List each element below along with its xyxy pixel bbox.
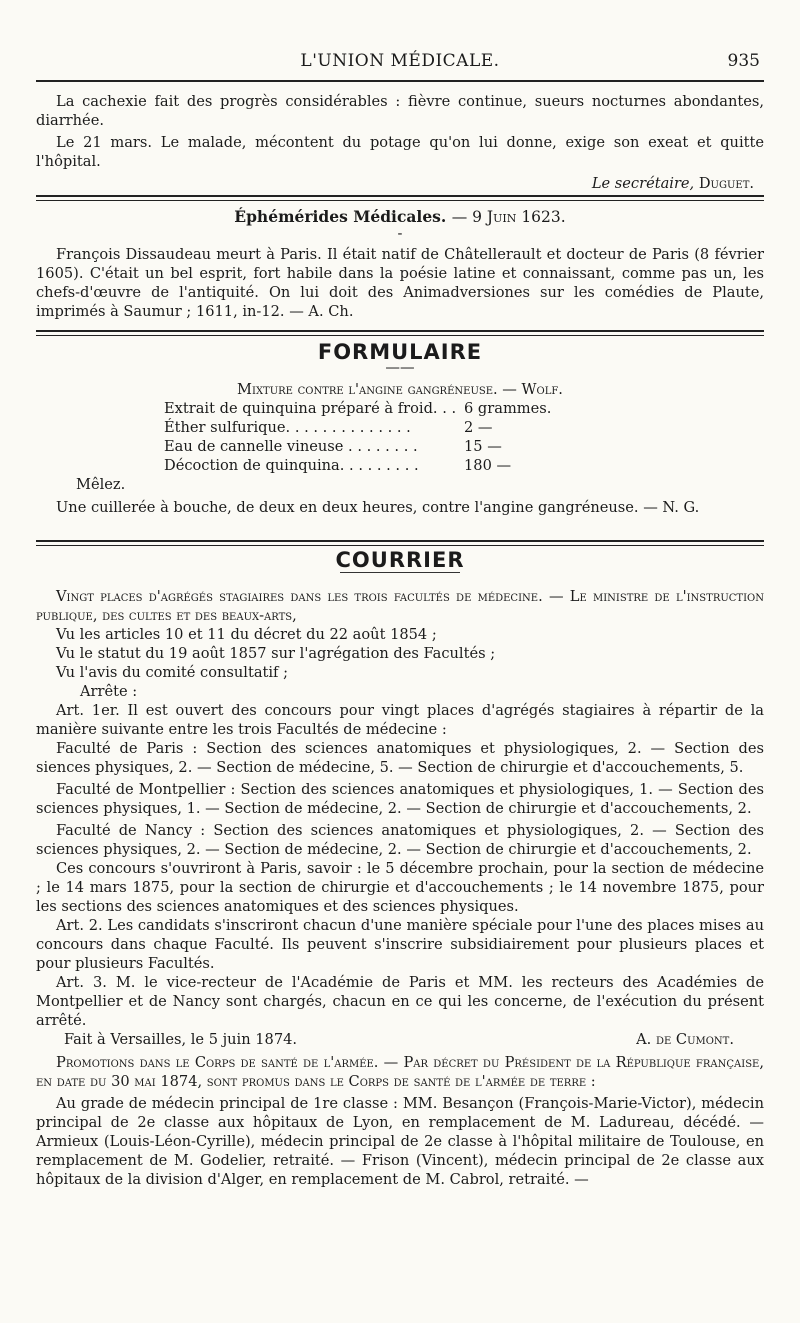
section-rule: [36, 330, 764, 336]
intro-paragraph: La cachexie fait des progrès considérables : fièvre continue, sueurs nocturnes abondantes, diarrhée.: [36, 93, 764, 129]
courrier-section: [36, 548, 764, 1189]
running-header: [36, 52, 764, 74]
journal-title: L'UNION MÉDICALE.: [300, 51, 500, 71]
ingredient-name: Eau de cannelle vineuse . . . . . . . .: [164, 438, 418, 455]
courrier-paragraph: Vu l'avis du comité consultatif ;: [56, 664, 289, 681]
courrier-paragraph: Faculté de Paris : Section des sciences anatomiques et physiologiques, 2. — Section des siences physiques, 2. — Section de médecine, 5. — Section de chirurgie et d'accouchements, 5.: [36, 740, 764, 776]
ephemerides-title: Éphémérides Médicales.: [234, 207, 447, 226]
courrier-paragraph: Faculté de Montpellier : Section des sciences anatomiques et physiologiques, 1. — Section des sciences physiques, 1. — Section de médecine, 2. — Section de chirurgie et d'accouchements, 2.: [36, 781, 764, 817]
prescription-item: [164, 437, 584, 456]
formulaire-title: FORMULAIRE: [317, 340, 483, 364]
prescription-item: [164, 456, 584, 475]
courrier-paragraph: Faculté de Nancy : Section des sciences anatomiques et physiologiques, 2. — Section des sciences physiques, 2. — Section de médecine, 2. — Section de chirurgie et d'accouchements, 2.: [36, 822, 764, 858]
courrier-paragraph: Art. 3. M. le vice-recteur de l'Académie de Paris et MM. les recteurs des Académies de Montpellier et de Nancy sont chargés, chacun en ce qui les concerne, de l'exécution du présent arrêté.: [36, 974, 764, 1029]
signature-role: Le secrétaire,: [591, 175, 695, 192]
page-number: 935: [727, 51, 760, 71]
ephemerides-text: François Dissaudeau meurt à Paris. Il était natif de Châtellerault et docteur de Paris (8 février 1605). C'était un bel esprit, fort habile dans la poésie latine et connaissant, comme pas un, les chefs-d'œuvre de l'antiquité. On lui doit des Animadversiones sur les comédies de Plaute, imprimés à Saumur ; 1611, in-12. — A. Ch.: [36, 246, 764, 320]
decree-place-date: Fait à Versailles, le 5 juin 1874.: [64, 1031, 298, 1048]
ingredient-dose: 2 —: [464, 419, 493, 436]
signature-name: Duguet.: [698, 175, 754, 192]
formulaire-usage: Une cuillerée à bouche, de deux en deux heures, contre l'angine gangréneuse. — N. G.: [56, 499, 700, 516]
ingredient-dose: 15 —: [464, 438, 502, 455]
courrier-paragraph: Arrête :: [80, 683, 138, 700]
courrier-paragraph: Vu les articles 10 et 11 du décret du 22 août 1854 ;: [56, 626, 437, 643]
formulaire-mix: Mêlez.: [76, 476, 126, 493]
courrier-paragraph: Ces concours s'ouvriront à Paris, savoir : le 5 décembre prochain, pour la section de médecine ; le 14 mars 1875, pour la section de chirurgie et d'accouchements ; le 14 novembre 1875, pour les sections des sciences anatomiques et des sciences physiques.: [36, 860, 764, 915]
ingredient-name: Décoction de quinquina. . . . . . . . .: [164, 457, 419, 474]
courrier-lead-text: Vingt places d'agrégés stagiaires dans les trois facultés de médecine. — Le ministre de l'instruction publique, des cultes et des beaux-arts,: [36, 588, 764, 624]
ephemerides-heading: [36, 207, 764, 227]
ephemerides-mark: -: [397, 225, 403, 242]
ingredient-name: Éther sulfurique. . . . . . . . . . . . . .: [164, 419, 411, 436]
formulaire-subtitle: Mixture contre l'angine gangréneuse. — Wolf.: [237, 381, 563, 398]
courrier-paragraph: Art. 2. Les candidats s'inscriront chacun d'une manière spéciale pour l'une des places mises au concours dans chaque Faculté. Ils peuvent s'inscrire subsidiairement pour plusieurs places et pour plusieurs Facultés.: [36, 917, 764, 972]
prescription-item: [164, 399, 584, 418]
courrier-underline: [340, 572, 460, 573]
ephemerides-section: [36, 207, 764, 321]
courrier-title: COURRIER: [335, 548, 465, 572]
section-rule: [36, 195, 764, 201]
intro-paragraph: Le 21 mars. Le malade, mécontent du potage qu'on lui donne, exige son exeat et quitte l'hôpital.: [36, 134, 764, 170]
courrier-paragraph: Art. 1er. Il est ouvert des concours pour vingt places d'agrégés stagiaires à répartir de la manière suivante entre les trois Facultés de médecine :: [36, 702, 764, 738]
formulaire-section: [36, 340, 764, 517]
prescription-item: [164, 418, 584, 437]
decree-signer: A. de Cumont.: [636, 1031, 734, 1048]
section-rule: [36, 540, 764, 546]
courrier-lead: [36, 587, 764, 625]
courrier-paragraph: Vu le statut du 19 août 1857 sur l'agrégation des Facultés ;: [56, 645, 496, 662]
prescription-list: [164, 399, 584, 475]
intro-block: [36, 92, 764, 193]
journal-page: [36, 0, 764, 1323]
ingredient-name: Extrait de quinquina préparé à froid. . .: [164, 400, 457, 417]
formulaire-dash: ——: [385, 359, 415, 376]
header-rule: [36, 80, 764, 82]
ingredient-dose: 180 —: [464, 457, 512, 474]
ingredient-dose: 6 grammes.: [464, 400, 552, 417]
decree-signature: [36, 1030, 764, 1049]
promotions-paragraph: Promotions dans le Corps de santé de l'armée. — Par décret du Président de la République française, en date du 30 mai 1874, sont promus dans le Corps de santé de l'armée de terre :: [36, 1054, 764, 1090]
intro-signature: [36, 174, 764, 193]
grade-paragraph: Au grade de médecin principal de 1re classe : MM. Besançon (François-Marie-Victor), médecin principal de 2e classe aux hôpitaux de Lyon, en remplacement de M. Ladureau, décédé. — Armieux (Louis-Léon-Cyrille), médecin principal de 2e classe à l'hôpital militaire de Toulouse, en remplacement de M. Godelier, retraité. — Frison (Vincent), médecin principal de 2e classe aux hôpitaux de la division d'Alger, en remplacement de M. Cabrol, retraité. —: [36, 1095, 764, 1188]
ephemerides-date: — 9 Juin 1623.: [451, 208, 566, 226]
